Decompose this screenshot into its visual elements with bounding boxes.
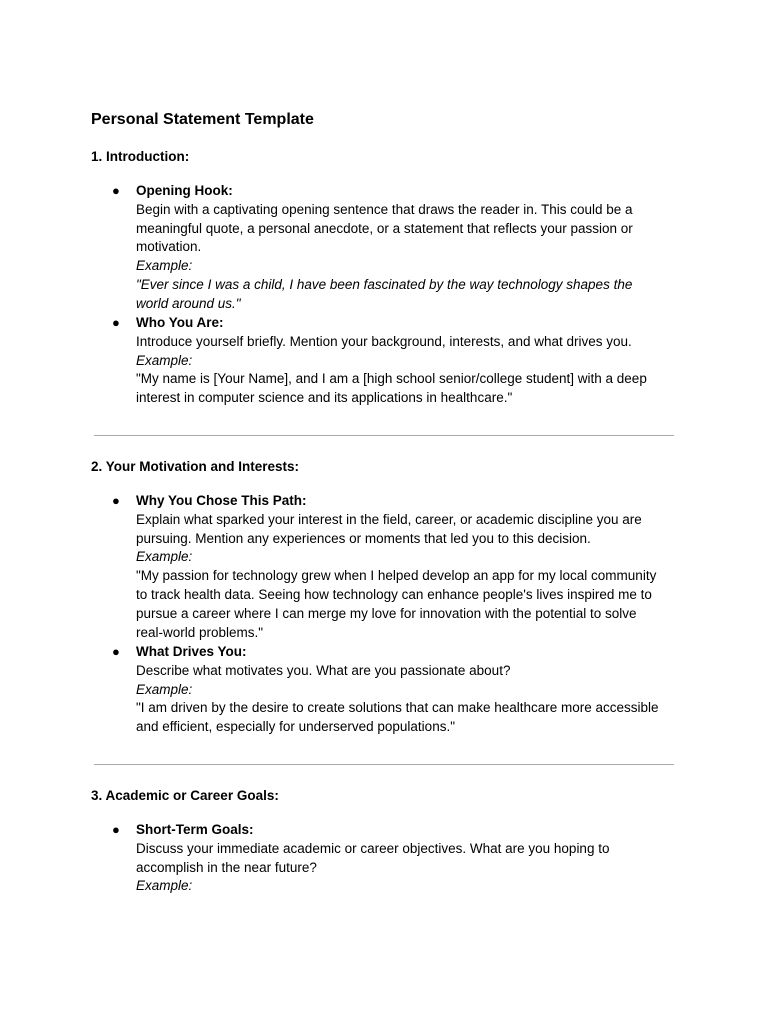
body-text-line: accomplish in the near future? bbox=[136, 859, 317, 875]
bullet-item-why-you-chose bbox=[112, 492, 676, 642]
example-label: Example: bbox=[136, 878, 193, 894]
bullet-dot-icon: ● bbox=[112, 644, 120, 659]
section-heading-goals: 3. Academic or Career Goals: bbox=[91, 788, 279, 803]
body-text-line: Begin with a captivating opening sentence that draws the reader in. This could be a bbox=[136, 201, 633, 217]
bullet-item-what-drives-you bbox=[112, 643, 676, 737]
bullet-label: Short-Term Goals: bbox=[136, 822, 254, 837]
bullet-label: What Drives You: bbox=[136, 644, 247, 659]
section-divider bbox=[94, 435, 674, 436]
body-text-line: Describe what motivates you. What are you passionate about? bbox=[136, 662, 511, 678]
bullet-label: Why You Chose This Path: bbox=[136, 493, 307, 508]
section-heading-motivation: 2. Your Motivation and Interests: bbox=[91, 459, 300, 474]
document-title: Personal Statement Template bbox=[91, 111, 314, 128]
example-label: Example: bbox=[136, 549, 193, 565]
body-text-line: meaningful quote, a personal anecdote, or a statement that reflects your passion or bbox=[136, 220, 633, 236]
example-text-line: interest in computer science and its applications in healthcare." bbox=[136, 390, 513, 406]
bullet-item-short-term-goals bbox=[112, 821, 676, 896]
example-text-line: real-world problems." bbox=[136, 624, 264, 640]
section-heading-introduction: 1. Introduction: bbox=[91, 149, 190, 164]
bullet-item-opening-hook bbox=[112, 182, 676, 314]
bullet-item-who-you-are bbox=[112, 314, 676, 408]
example-text-line: "My passion for technology grew when I helped develop an app for my local community bbox=[136, 568, 657, 584]
bullet-label: Who You Are: bbox=[136, 315, 224, 330]
bullet-dot-icon: ● bbox=[112, 493, 120, 508]
example-label: Example: bbox=[136, 258, 193, 274]
example-label: Example: bbox=[136, 352, 193, 368]
section-divider bbox=[94, 764, 674, 765]
bullet-dot-icon: ● bbox=[112, 315, 120, 330]
bullet-dot-icon: ● bbox=[112, 822, 120, 837]
bullet-dot-icon: ● bbox=[112, 183, 120, 198]
example-text-line: "Ever since I was a child, I have been fascinated by the way technology shapes the bbox=[136, 276, 633, 292]
example-text-line: and efficient, especially for underserved populations." bbox=[136, 719, 455, 735]
bullet-label: Opening Hook: bbox=[136, 183, 233, 198]
example-text-line: world around us." bbox=[136, 295, 241, 311]
example-text-line: to track health data. Seeing how technology can enhance people's lives inspired me to bbox=[136, 586, 652, 602]
example-text-line: pursue a career where I can merge my love for innovation with the potential to solve bbox=[136, 605, 637, 621]
body-text-line: Discuss your immediate academic or career objectives. What are you hoping to bbox=[136, 840, 610, 856]
example-text-line: "I am driven by the desire to create solutions that can make healthcare more accessible bbox=[136, 700, 659, 716]
example-text-line: "My name is [Your Name], and I am a [high school senior/college student] with a deep bbox=[136, 371, 647, 387]
body-text-line: pursuing. Mention any experiences or moments that led you to this decision. bbox=[136, 530, 591, 546]
body-text-line: Explain what sparked your interest in the field, career, or academic discipline you are bbox=[136, 511, 642, 527]
body-text-line: motivation. bbox=[136, 239, 202, 255]
body-text-line: Introduce yourself briefly. Mention your background, interests, and what drives you. bbox=[136, 333, 632, 349]
example-label: Example: bbox=[136, 681, 193, 697]
